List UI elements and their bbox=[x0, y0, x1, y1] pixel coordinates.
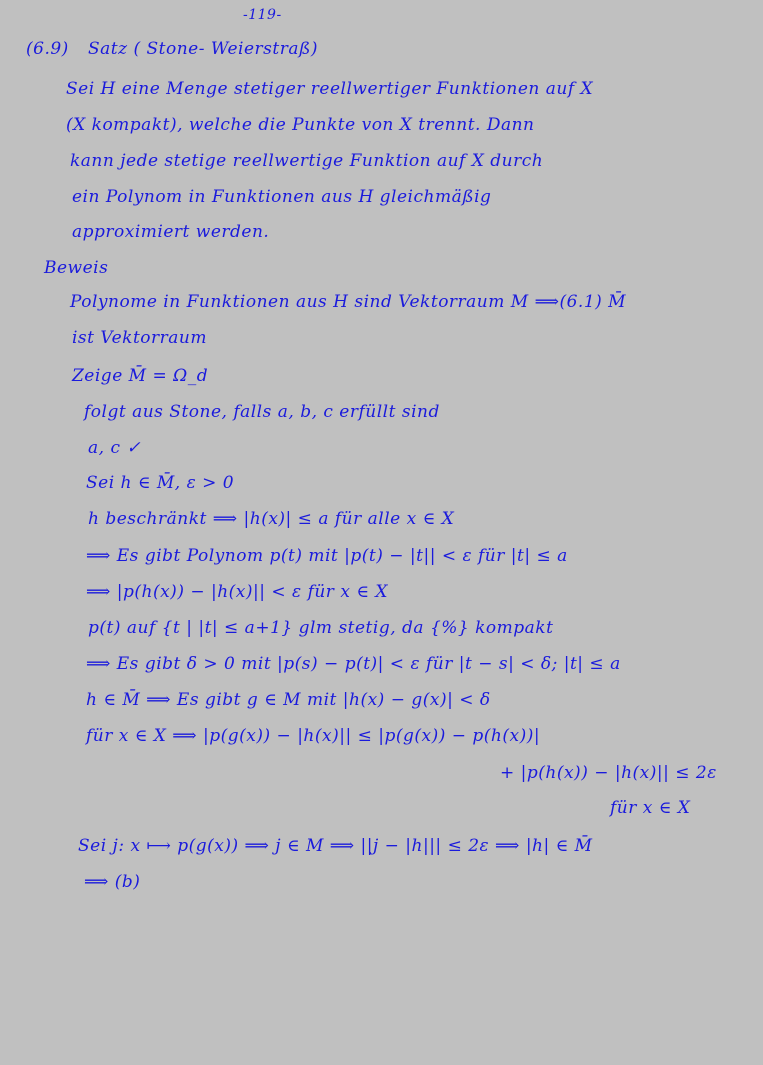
proof-line: h beschränkt ⟹ |h(x)| ≤ a für alle x ∈ X bbox=[88, 509, 455, 529]
proof-line: h ∈ M̄ ⟹ Es gibt g ∈ M mit |h(x) − g(x)| < δ bbox=[86, 690, 491, 710]
proof-line: Sei h ∈ M̄, ε > 0 bbox=[86, 473, 235, 493]
page-number: -119- bbox=[243, 7, 282, 23]
theorem-line: kann jede stetige reellwertige Funktion auf X durch bbox=[70, 151, 544, 171]
theorem-line: approximiert werden. bbox=[72, 222, 270, 242]
theorem-line: Sei H eine Menge stetiger reellwertiger Funktionen auf X bbox=[66, 79, 594, 99]
proof-line: Zeige M̄ = Ω_d bbox=[72, 366, 209, 386]
proof-heading: Beweis bbox=[44, 258, 109, 278]
proof-line: + |p(h(x)) − |h(x)|| ≤ 2ε bbox=[500, 763, 717, 783]
theorem-title: Satz ( Stone- Weierstraß) bbox=[88, 39, 318, 59]
proof-line: folgt aus Stone, falls a, b, c erfüllt sind bbox=[84, 402, 440, 422]
theorem-line: ein Polynom in Funktionen aus H gleichmäßig bbox=[72, 187, 492, 207]
proof-line: Sei j: x ⟼ p(g(x)) ⟹ j ∈ M ⟹ ||j − |h||| ≤ 2ε ⟹ |h| ∈ M̄ bbox=[78, 836, 593, 856]
proof-line: ⟹ (b) bbox=[84, 872, 141, 892]
proof-line: ⟹ |p(h(x)) − |h(x)|| < ε für x ∈ X bbox=[86, 582, 388, 602]
proof-line: p(t) auf {t | |t| ≤ a+1} glm stetig, da {%} kompakt bbox=[88, 618, 554, 638]
proof-line: ist Vektorraum bbox=[72, 328, 207, 348]
theorem-line: (X kompakt), welche die Punkte von X trennt. Dann bbox=[66, 115, 535, 135]
proof-line: Polynome in Funktionen aus H sind Vektorraum M ⟹(6.1) M̄ bbox=[70, 292, 627, 312]
theorem-number: (6.9) bbox=[26, 39, 69, 59]
proof-line: a, c ✓ bbox=[88, 438, 142, 458]
proof-line: ⟹ Es gibt Polynom p(t) mit |p(t) − |t|| < ε für |t| ≤ a bbox=[86, 546, 568, 566]
proof-line: für x ∈ X bbox=[610, 798, 691, 818]
proof-line: für x ∈ X ⟹ |p(g(x)) − |h(x)|| ≤ |p(g(x)) − p(h(x))| bbox=[86, 726, 541, 746]
proof-line: ⟹ Es gibt δ > 0 mit |p(s) − p(t)| < ε für |t − s| < δ; |t| ≤ a bbox=[86, 654, 621, 674]
